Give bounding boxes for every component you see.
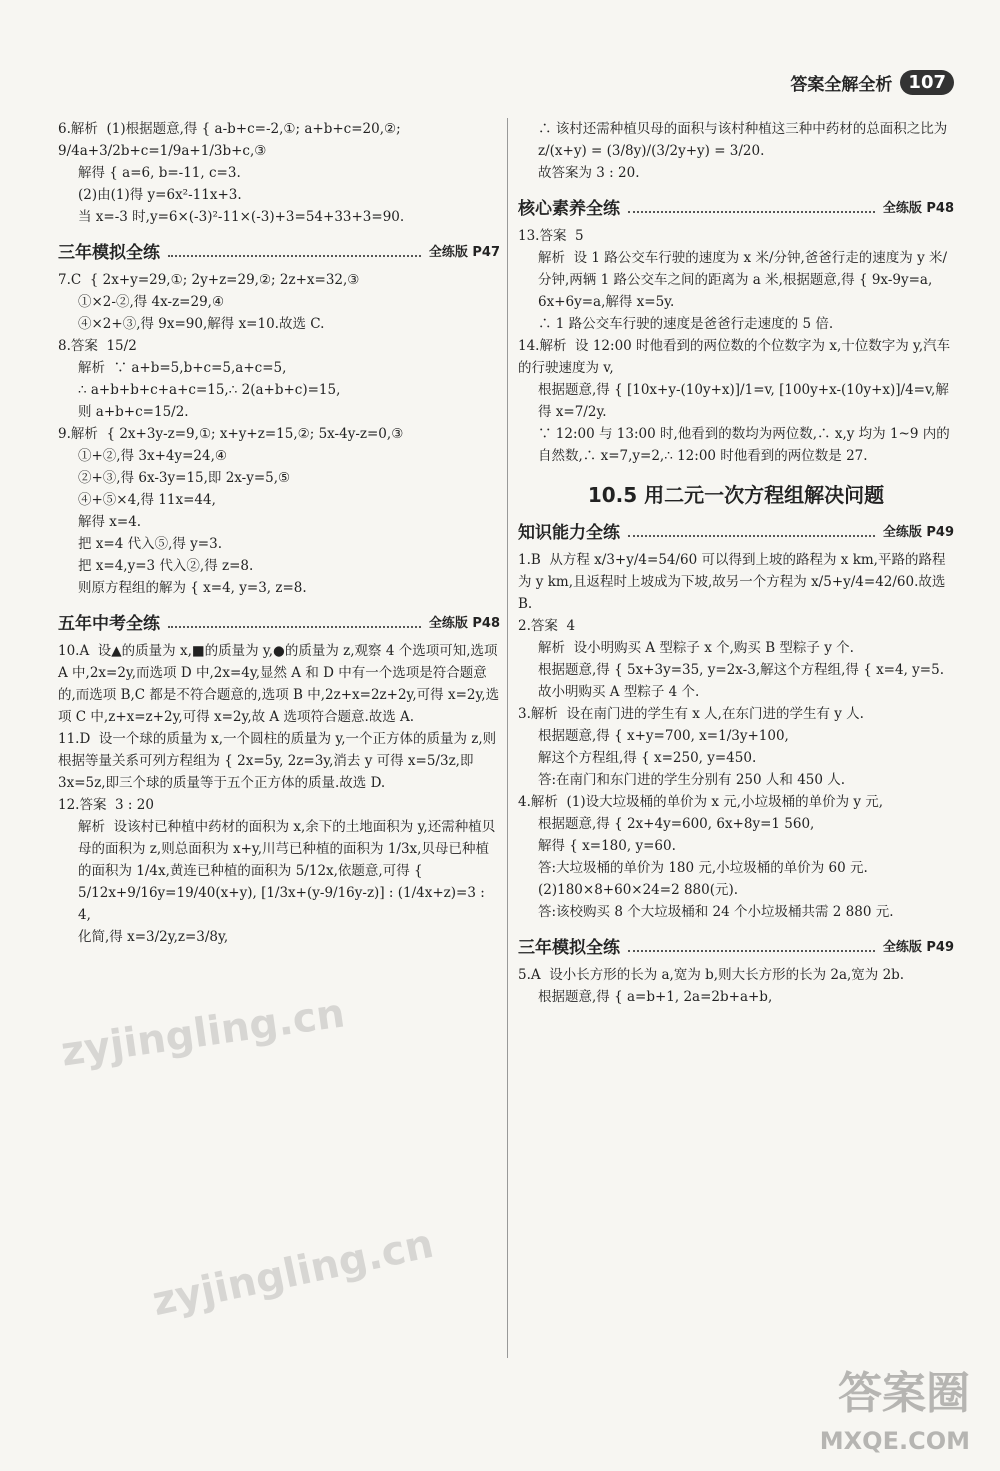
text-line: ②+③,得 6x-3y=15,即 2x-y=5,⑤ [78, 470, 291, 486]
text-line: 答:该校购买 8 个大垃圾桶和 24 个小垃圾桶共需 2 880 元. [538, 904, 894, 920]
section-title: 核心素养全练 [518, 199, 620, 219]
text-line: 10.A 设▲的质量为 x,■的质量为 y,●的质量为 z,观察 4 个选项可知,选项 A 中,2x=2y,而选项 D 中,2x=4y,显然 A 和 D 中有一个选项是符合题意的,而选项 B,C 都是不符合题意的,选项 B 中,2z+x=2z+2y,可得 x=2y,选项 C 中,z+x=z+2y,可得 x=2y,故 A 选项符合题意.故选 A. [58, 643, 502, 725]
text-line: 当 x=-3 时,y=6×(-3)²-11×(-3)+3=54+33+3=90. [78, 209, 405, 225]
right-column [518, 118, 954, 1008]
page-number: 107 [900, 70, 954, 95]
text-line: 3.解析 设在南门进的学生有 x 人,在东门进的学生有 y 人. [518, 706, 864, 722]
text-line: ∴ 该村还需种植贝母的面积与该村种植这三种中药材的总面积之比为 z/(x+y) = (3/8y)/(3/2y+y) = 3/20. [538, 121, 952, 159]
text-line: 2.答案 4 [518, 618, 576, 634]
section-page-ref: 全练版 P48 [428, 616, 500, 631]
section-page-ref: 全练版 P47 [428, 245, 500, 260]
text-line: 解析 设小明购买 A 型粽子 x 个,购买 B 型粽子 y 个. [538, 640, 854, 656]
text-line: 答:大垃圾桶的单价为 180 元,小垃圾桶的单价为 60 元. [538, 860, 868, 876]
text-line: 12.答案 3 : 20 [58, 797, 154, 813]
section-title: 知识能力全练 [518, 523, 620, 543]
dotted-leader [168, 245, 421, 257]
header-title: 答案全解全析 [790, 75, 893, 95]
text-line: ①+②,得 3x+4y=24,④ [78, 448, 228, 464]
section-page-ref: 全练版 P48 [882, 201, 954, 216]
dotted-leader [628, 201, 875, 213]
text-line: 4.解析 (1)设大垃圾桶的单价为 x 元,小垃圾桶的单价为 y 元, [518, 794, 884, 810]
text-line: 根据题意,得 { 5x+3y=35, y=2x-3,解这个方程组,得 { x=4, y=5. [538, 662, 944, 678]
text-line: 化简,得 x=3/2y,z=3/8y, [78, 929, 229, 945]
text-line: ∵ 12:00 与 13:00 时,他看到的数均为两位数,∴ x,y 均为 1~9 内的自然数,∴ x=7,y=2,∴ 12:00 时他看到的两位数是 27. [538, 426, 950, 464]
chapter-title: 10.5 用二元一次方程组解决问题 [587, 483, 885, 507]
section-title: 三年模拟全练 [58, 243, 160, 263]
watermark: zyjingling.cn [148, 1220, 438, 1326]
text-line: ∴ 1 路公交车行驶的速度是爸爸行走速度的 5 倍. [538, 316, 834, 332]
text-line: 解得 { a=6, b=-11, c=3. [78, 165, 241, 181]
text-line: 14.解析 设 12:00 时他看到的两位数的个位数字为 x,十位数字为 y,汽车的行驶速度为 v, [518, 338, 951, 376]
section-header [518, 194, 954, 219]
text-line: 解这个方程组,得 { x=250, y=450. [538, 750, 757, 766]
section-header [58, 238, 500, 263]
section-page-ref: 全练版 P49 [882, 525, 954, 540]
dotted-leader [628, 940, 875, 952]
text-line: 11.D 设一个球的质量为 x,一个圆柱的质量为 y,一个正方体的质量为 z,则根据等量关系可列方程组为 { 2x=5y, 2z=3y,消去 y 可得 x=5/3z,即 3x=5z,即三个球的质量等于五个正方体的质量.故选 D. [58, 731, 497, 791]
dotted-leader [628, 525, 875, 537]
section-page-ref: 全练版 P49 [882, 940, 954, 955]
text-line: 则原方程组的解为 { x=4, y=3, z=8. [78, 580, 307, 596]
section-header [518, 933, 954, 958]
text-line: (2)由(1)得 y=6x²-11x+3. [78, 187, 242, 203]
section-title: 五年中考全练 [58, 614, 160, 634]
text-line: 1.B 从方程 x/3+y/4=54/60 可以得到上坡的路程为 x km,平路的路程为 y km,且返程时上坡成为下坡,故另一个方程为 x/5+y/4=42/60.故选 B. [518, 552, 950, 612]
text-line: 5.A 设小长方形的长为 a,宽为 b,则大长方形的长为 2a,宽为 2b. [518, 967, 905, 983]
text-line: 6.解析 (1)根据题意,得 { a-b+c=-2,①; a+b+c=20,②; 9/4a+3/2b+c=1/9a+1/3b+c,③ [58, 121, 405, 159]
text-line: 把 x=4 代入⑤,得 y=3. [78, 536, 222, 552]
column-divider [507, 118, 508, 1358]
text-line: 故小明购买 A 型粽子 4 个. [538, 684, 700, 700]
left-column [58, 118, 500, 948]
section-header [518, 518, 954, 543]
text-line: ①×2-②,得 4x-z=29,④ [78, 294, 225, 310]
text-line: 根据题意,得 { [10x+y-(10y+x)]/1=v, [100y+x-(10y+x)]/4=v,解得 x=7/2y. [538, 382, 949, 420]
text-line: 故答案为 3 : 20. [538, 165, 640, 181]
text-line: 解析 设该村已种植中药材的面积为 x,余下的土地面积为 y,还需种植贝母的面积为 z,则总面积为 x+y,川芎已种植的面积为 1/3x,贝母已种植的面积为 1/4x,黄连已种植的面积为 5/12x,依题意,可得 { 5/12x+9/16y=19/40(x+y), [1/3x+(y-9/16y-z)] : (1/4x+z)=3 : 4, [78, 819, 496, 923]
page-header [790, 70, 954, 95]
text-line: 解得 { x=180, y=60. [538, 838, 676, 854]
section-header [58, 609, 500, 634]
text-line: 则 a+b+c=15/2. [78, 404, 189, 420]
text-line: ∴ a+b+b+c+a+c=15,∴ 2(a+b+c)=15, [78, 382, 341, 398]
text-line: 解析 设 1 路公交车行驶的速度为 x 米/分钟,爸爸行走的速度为 y 米/分钟,两辆 1 路公交车之间的距离为 a 米,根据题意,得 { 9x-9y=a, 6x+6y=a,解得 x=5y. [538, 250, 948, 310]
text-line: 答:在南门和东门进的学生分别有 250 人和 450 人. [538, 772, 846, 788]
text-line: 9.解析 { 2x+3y-z=9,①; x+y+z=15,②; 5x-4y-z=0,③ [58, 426, 404, 442]
text-line: 根据题意,得 { 2x+4y=600, 6x+8y=1 560, [538, 816, 815, 832]
brand-url: MXQE.COM [819, 1427, 970, 1455]
brand-logo: 答案圈 [838, 1368, 970, 1419]
text-line: 解得 x=4. [78, 514, 142, 530]
text-line: ④+⑤×4,得 11x=44, [78, 492, 216, 508]
dotted-leader [168, 616, 421, 628]
text-line: 根据题意,得 { a=b+1, 2a=2b+a+b, [538, 989, 773, 1005]
section-title: 三年模拟全练 [518, 938, 620, 958]
text-line: 根据题意,得 { x+y=700, x=1/3y+100, [538, 728, 789, 744]
text-line: 把 x=4,y=3 代入②,得 z=8. [78, 558, 254, 574]
watermark: zyjingling.cn [58, 990, 348, 1076]
text-line: ④×2+③,得 9x=90,解得 x=10.故选 C. [78, 316, 325, 332]
text-line: 8.答案 15/2 [58, 338, 137, 354]
text-line: 解析 ∵ a+b=5,b+c=5,a+c=5, [78, 360, 287, 376]
text-line: 7.C { 2x+y=29,①; 2y+z=29,②; 2z+x=32,③ [58, 272, 360, 288]
text-line: (2)180×8+60×24=2 880(元). [538, 882, 739, 898]
text-line: 13.答案 5 [518, 228, 584, 244]
